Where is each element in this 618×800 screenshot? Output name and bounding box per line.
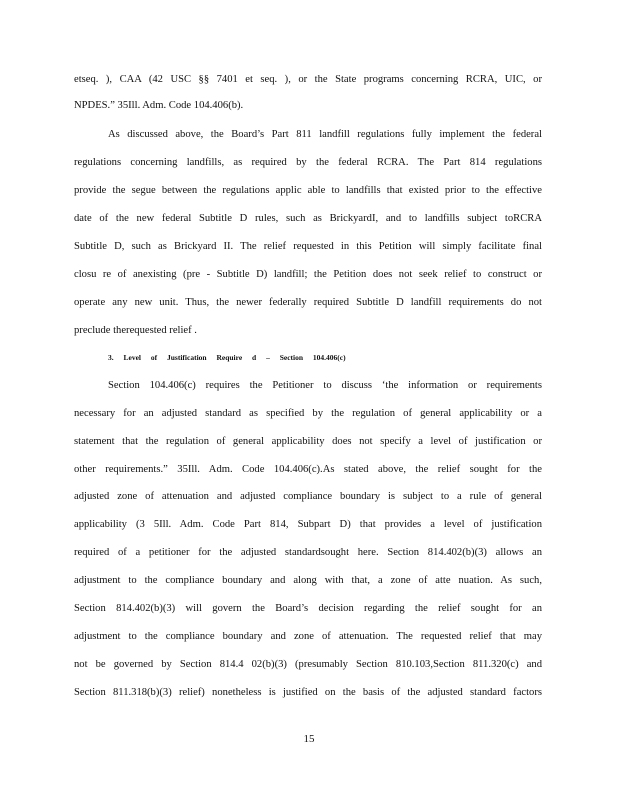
text-line: required of a petitioner for the adjusted standardsought here. Section 814.402(b)(3) allows an: [74, 547, 542, 558]
text-line: operate any new unit. Thus, the newer federally required Subtitle D landfill requirements do not: [74, 297, 542, 308]
text-line: provide the segue between the regulations applic able to landfills that existed prior to the effective: [74, 185, 542, 196]
section-heading: 3. Level of Justification Require d – Section 104.406(c): [108, 353, 346, 362]
text-line: Subtitle D, such as Brickyard II. The relief requested in this Petition will simply facilitate final: [74, 241, 542, 252]
text-line: statement that the regulation of general applicability does not specify a level of justification or: [74, 436, 542, 447]
text-line: etseq. ), CAA (42 USC §§ 7401 et seq. ), or the State programs concerning RCRA, UIC, or: [74, 74, 542, 85]
text-line: applicability (3 5Ill. Adm. Code Part 814, Subpart D) that provides a level of justification: [74, 519, 542, 530]
text-line: NPDES.” 35Ill. Adm. Code 104.406(b).: [74, 100, 244, 111]
text-line: other requirements.” 35Ill. Adm. Code 104.406(c).As stated above, the relief sought for the: [74, 464, 542, 475]
page-number: 15: [303, 733, 315, 745]
text-line: As discussed above, the Board’s Part 811 landfill regulations fully implement the federal: [108, 129, 542, 140]
text-line: adjusted zone of attenuation and adjusted compliance boundary is subject to a rule of general: [74, 491, 542, 502]
text-line: regulations concerning landfills, as required by the federal RCRA. The Part 814 regulations: [74, 157, 542, 168]
text-line: Section 104.406(c) requires the Petitioner to discuss ‘the information or requirements: [108, 380, 542, 391]
text-line: adjustment to the compliance boundary and zone of attenuation. The requested relief that may: [74, 631, 542, 642]
text-line: preclude therequested relief .: [74, 325, 197, 336]
text-line: Section 811.318(b)(3) relief) nonetheless is justified on the basis of the adjusted standard factors: [74, 687, 542, 698]
text-line: not be governed by Section 814.4 02(b)(3) (presumably Section 810.103,Section 811.320(c) and: [74, 659, 542, 670]
text-line: date of the new federal Subtitle D rules, such as BrickyardI, and to landfills subject toRCRA: [74, 213, 542, 224]
text-line: necessary for an adjusted standard as specified by the regulation of general applicability or a: [74, 408, 542, 419]
text-line: Section 814.402(b)(3) will govern the Board’s decision regarding the relief sought for an: [74, 603, 542, 614]
text-line: adjustment to the compliance boundary and along with that, a zone of atte nuation. As such,: [74, 575, 542, 586]
text-line: closu re of anexisting (pre - Subtitle D) landfill; the Petition does not seek relief to construct or: [74, 269, 542, 280]
